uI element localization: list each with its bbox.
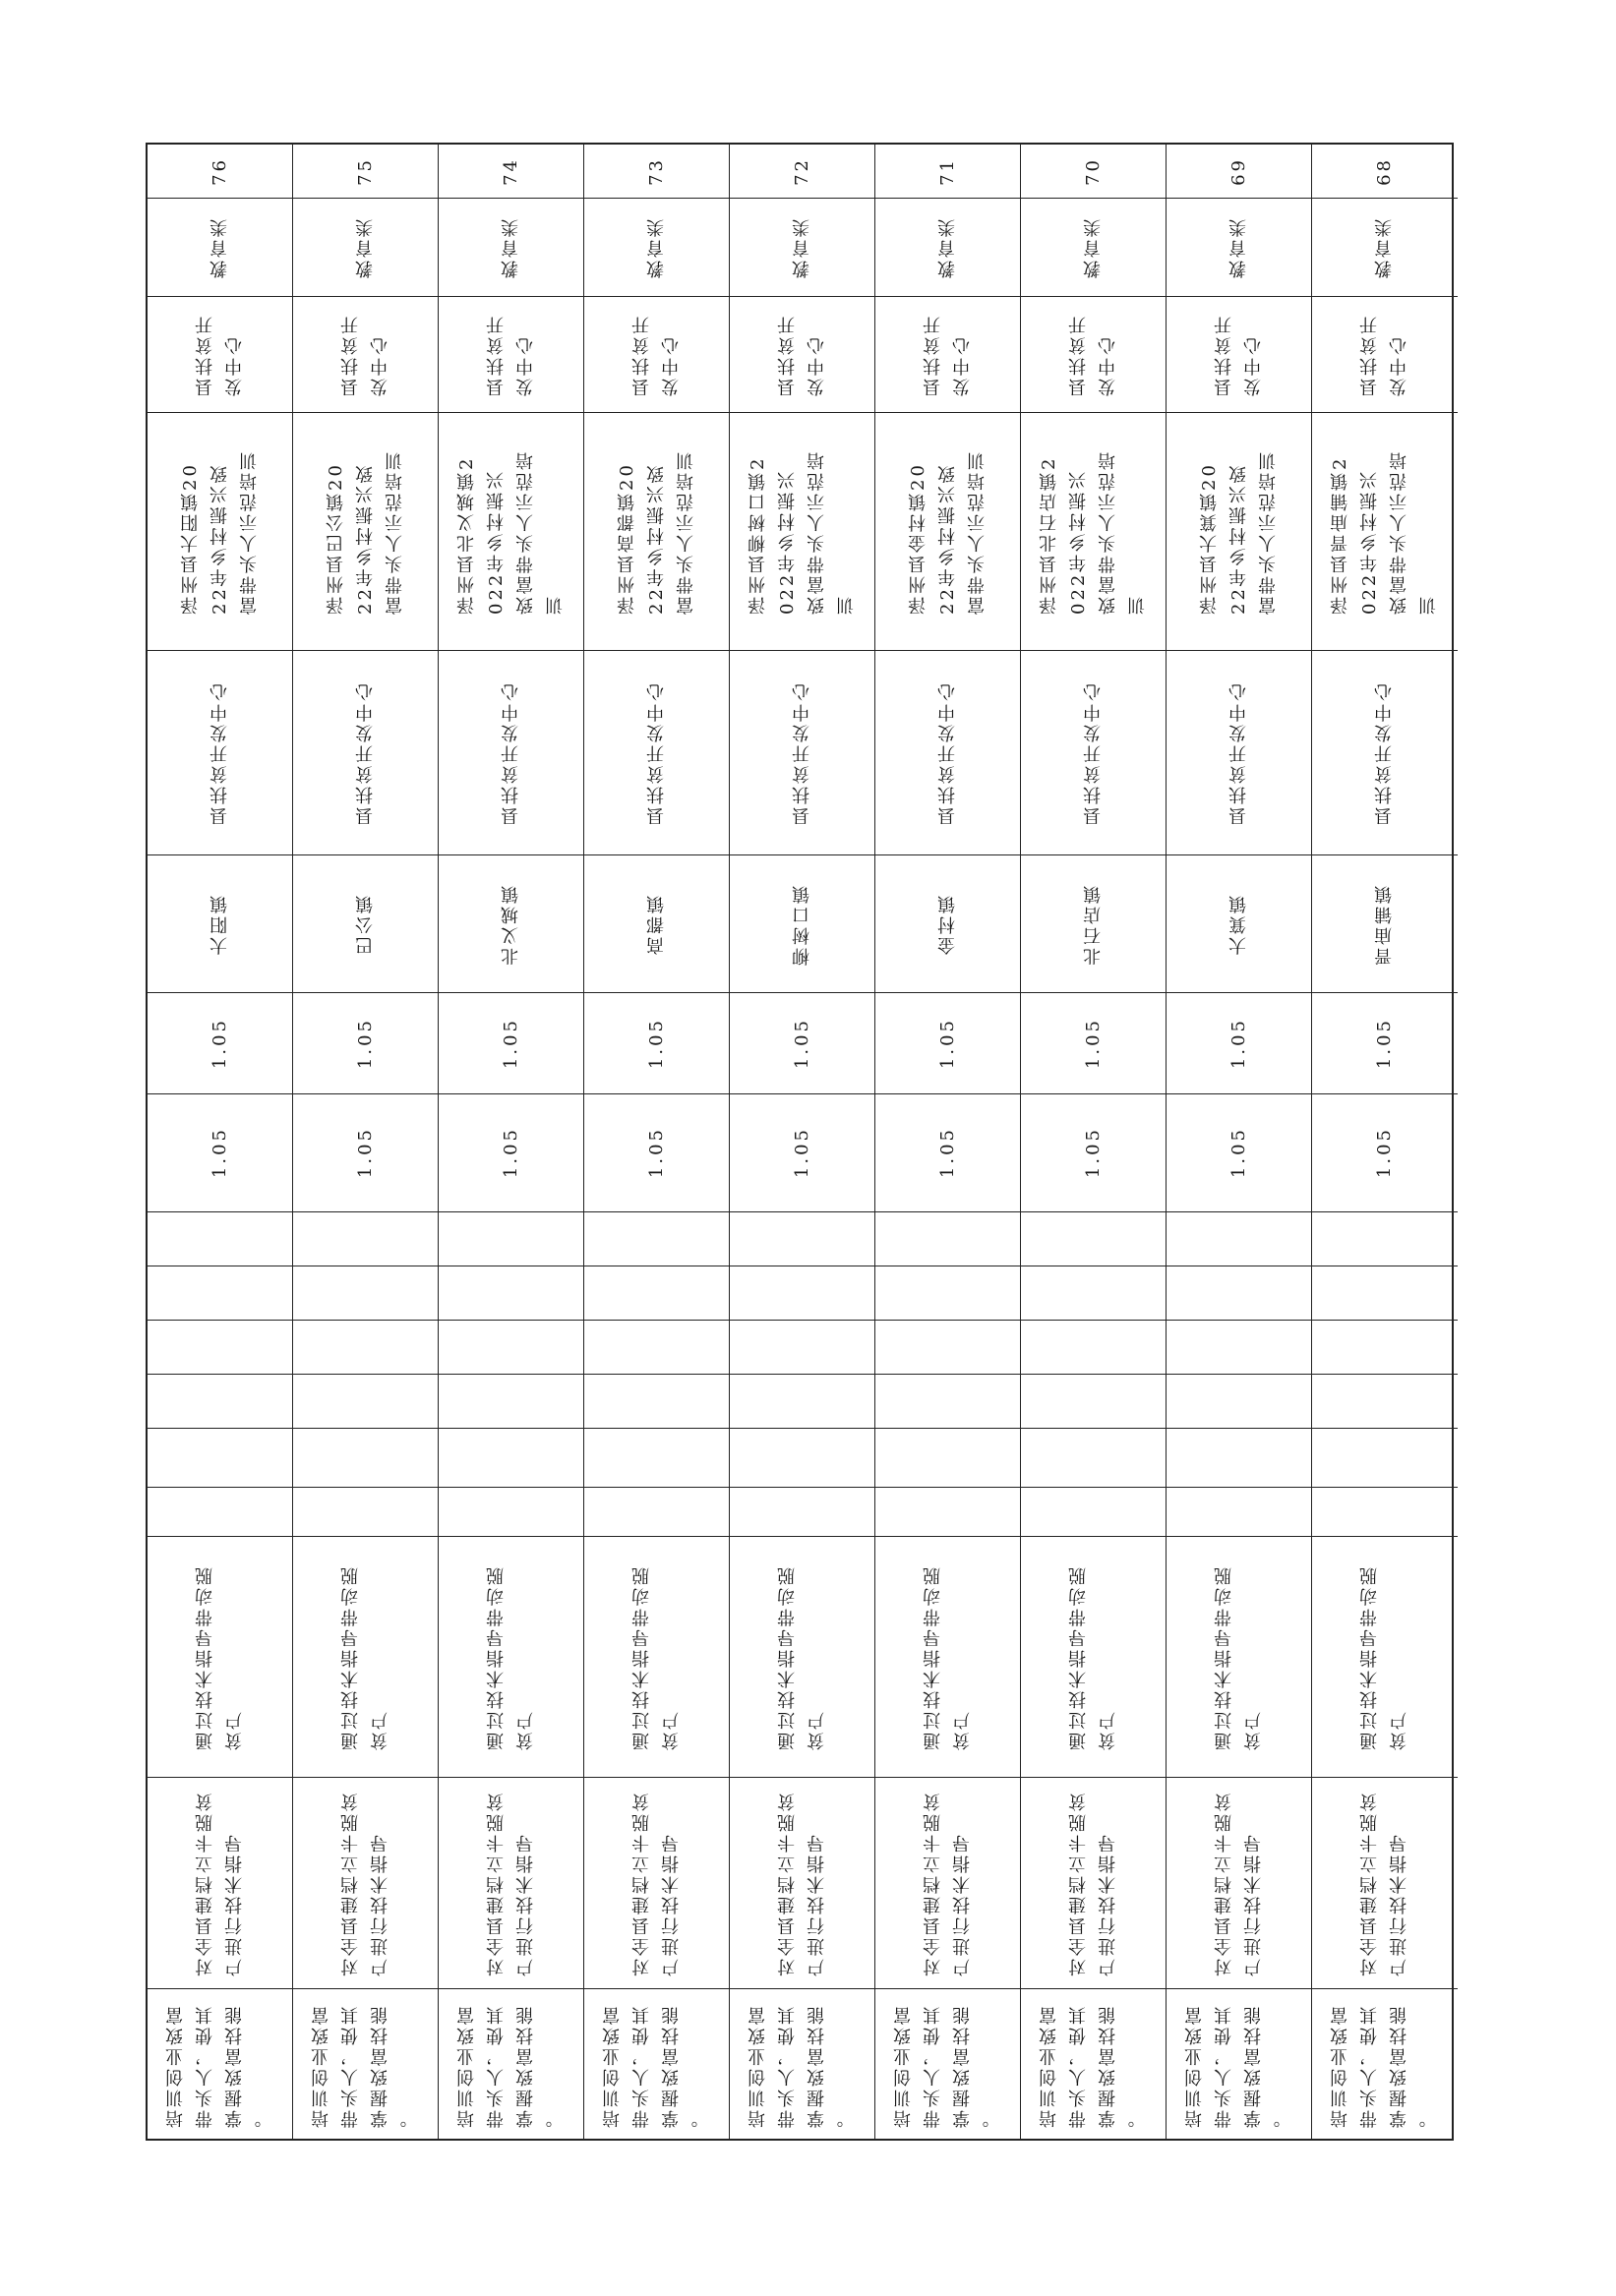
cell-total — [439, 993, 583, 1094]
cell-category — [1167, 199, 1311, 297]
cell-text-total: 1.05 — [354, 1017, 376, 1070]
cell-empty — [439, 1212, 583, 1266]
cell-text-content: 对全县建档立卡脱贫 户进行技术指导 — [922, 1790, 973, 1976]
cell-benefit — [439, 1537, 583, 1778]
cell-content — [148, 1778, 292, 1989]
cell-text-content: 对全县建档立卡脱贫 户进行技术指导 — [776, 1790, 827, 1976]
cell-text-content: 对全县建档立卡脱贫 户进行技术指导 — [1213, 1790, 1264, 1976]
cell-text-category: 教育类 — [500, 216, 521, 278]
cell-category — [1312, 199, 1458, 297]
cell-total — [730, 993, 874, 1094]
cell-no — [148, 145, 292, 199]
cell-text-goal: 培训创业致富 带头人，使其 掌握致富技能 。 — [1330, 2004, 1439, 2128]
cell-category — [293, 199, 438, 297]
cell-category — [584, 199, 729, 297]
cell-empty — [293, 1212, 438, 1266]
cell-content — [730, 1778, 874, 1989]
cell-text-benefit: 通过技术指导带动脱 贫户 — [1213, 1563, 1264, 1750]
cell-no — [439, 145, 583, 199]
cell-text-benefit: 通过技术指导带动脱 贫户 — [1359, 1563, 1409, 1750]
cell-text-fund: 1.05 — [1374, 1127, 1395, 1179]
cell-project — [1312, 413, 1458, 651]
cell-total — [875, 993, 1020, 1094]
cell-empty — [439, 1266, 583, 1321]
cell-town — [148, 855, 292, 993]
cell-empty — [1021, 1429, 1166, 1488]
cell-text-project: 泽州县柳树口镇2 022年乡村振兴 致富带头人示范培 训 — [747, 448, 857, 615]
cell-empty — [293, 1321, 438, 1375]
cell-text-content: 对全县建档立卡脱贫 户进行技术指导 — [485, 1790, 536, 1976]
cell-text-unit: 县扶贫开 发中心 — [485, 313, 536, 396]
table-row — [148, 145, 293, 2139]
cell-text-unit: 县扶贫开 发中心 — [922, 313, 973, 396]
cell-text-no: 75 — [354, 156, 376, 186]
cell-text-department: 县扶贫开发中心 — [209, 680, 230, 825]
cell-empty — [730, 1375, 874, 1429]
cell-text-no: 72 — [791, 156, 812, 186]
cell-empty — [293, 1429, 438, 1488]
cell-benefit — [1167, 1537, 1311, 1778]
cell-empty — [875, 1212, 1020, 1266]
cell-empty — [1021, 1212, 1166, 1266]
cell-text-project: 泽州县北石店镇2 022年乡村振兴 致富带头人示范培 训 — [1038, 448, 1148, 615]
cell-fund — [584, 1094, 729, 1212]
cell-text-department: 县扶贫开发中心 — [936, 680, 958, 825]
cell-fund — [148, 1094, 292, 1212]
cell-text-project: 泽州县高都镇20 22年乡村振兴致 富带头人示范培训 — [616, 448, 696, 615]
cell-no — [875, 145, 1020, 199]
cell-goal — [730, 1989, 874, 2143]
cell-text-benefit: 通过技术指导带动脱 贫户 — [339, 1563, 390, 1750]
cell-text-project: 泽州县金村镇20 22年乡村振兴致 富带头人示范培训 — [907, 448, 988, 615]
cell-text-department: 县扶贫开发中心 — [500, 680, 521, 825]
cell-text-town: 柳树口镇 — [791, 882, 812, 966]
cell-benefit — [875, 1537, 1020, 1778]
cell-unit — [148, 297, 292, 413]
cell-empty — [1312, 1266, 1458, 1321]
cell-text-category: 教育类 — [936, 216, 958, 278]
cell-empty — [148, 1429, 292, 1488]
cell-text-project: 泽州县大箕镇20 22年乡村振兴致 富带头人示范培训 — [1198, 448, 1279, 615]
cell-town — [439, 855, 583, 993]
cell-text-town: 北石店镇 — [1082, 882, 1104, 966]
cell-text-unit: 县扶贫开 发中心 — [1213, 313, 1264, 396]
cell-text-category: 教育类 — [1227, 216, 1249, 278]
cell-empty — [1167, 1488, 1311, 1537]
cell-town — [1021, 855, 1166, 993]
cell-text-content: 对全县建档立卡脱贫 户进行技术指导 — [1067, 1790, 1118, 1976]
cell-unit — [875, 297, 1020, 413]
cell-fund — [1167, 1094, 1311, 1212]
cell-text-department: 县扶贫开发中心 — [354, 680, 376, 825]
cell-empty — [730, 1429, 874, 1488]
cell-text-unit: 县扶贫开 发中心 — [1359, 313, 1409, 396]
table-row — [584, 145, 730, 2139]
cell-text-department: 县扶贫开发中心 — [1082, 680, 1104, 825]
cell-text-fund: 1.05 — [791, 1127, 812, 1179]
cell-text-content: 对全县建档立卡脱贫 户进行技术指导 — [1359, 1790, 1409, 1976]
table-row — [1021, 145, 1167, 2139]
cell-goal — [1312, 1989, 1458, 2143]
cell-empty — [1312, 1212, 1458, 1266]
cell-text-total: 1.05 — [1227, 1017, 1249, 1070]
cell-category — [1021, 199, 1166, 297]
cell-empty — [1167, 1375, 1311, 1429]
cell-text-town: 晋庙铺镇 — [1374, 882, 1395, 966]
cell-project — [584, 413, 729, 651]
cell-text-total: 1.05 — [936, 1017, 958, 1070]
cell-empty — [148, 1266, 292, 1321]
cell-text-town: 北义城镇 — [500, 882, 521, 966]
cell-text-content: 对全县建档立卡脱贫 户进行技术指导 — [339, 1790, 390, 1976]
cell-text-benefit: 通过技术指导带动脱 贫户 — [485, 1563, 536, 1750]
cell-text-category: 教育类 — [354, 216, 376, 278]
cell-empty — [1167, 1429, 1311, 1488]
cell-text-content: 对全县建档立卡脱贫 户进行技术指导 — [194, 1790, 245, 1976]
cell-text-total: 1.05 — [645, 1017, 667, 1070]
cell-benefit — [293, 1537, 438, 1778]
cell-text-fund: 1.05 — [354, 1127, 376, 1179]
cell-total — [1312, 993, 1458, 1094]
cell-department — [148, 651, 292, 855]
cell-empty — [1021, 1375, 1166, 1429]
cell-text-goal: 培训创业致富 带头人，使其 掌握致富技能 。 — [310, 2004, 420, 2128]
cell-unit — [1021, 297, 1166, 413]
cell-text-goal: 培训创业致富 带头人，使其 掌握致富技能 。 — [1038, 2004, 1148, 2128]
cell-goal — [439, 1989, 583, 2143]
cell-text-department: 县扶贫开发中心 — [791, 680, 812, 825]
cell-text-total: 1.05 — [1082, 1017, 1104, 1070]
cell-empty — [148, 1488, 292, 1537]
table-row — [1312, 145, 1458, 2139]
cell-empty — [439, 1321, 583, 1375]
cell-text-fund: 1.05 — [1082, 1127, 1104, 1179]
cell-text-no: 68 — [1374, 156, 1395, 186]
table-row — [875, 145, 1021, 2139]
cell-text-town: 大箕镇 — [1227, 893, 1249, 955]
cell-goal — [293, 1989, 438, 2143]
cell-text-unit: 县扶贫开 发中心 — [630, 313, 682, 396]
cell-empty — [148, 1212, 292, 1266]
cell-text-department: 县扶贫开发中心 — [1374, 680, 1395, 825]
cell-empty — [1312, 1488, 1458, 1537]
cell-department — [439, 651, 583, 855]
cell-content — [875, 1778, 1020, 1989]
cell-text-goal: 培训创业致富 带头人，使其 掌握致富技能 。 — [164, 2004, 274, 2128]
cell-department — [293, 651, 438, 855]
cell-unit — [439, 297, 583, 413]
cell-no — [293, 145, 438, 199]
cell-content — [1021, 1778, 1166, 1989]
cell-empty — [584, 1266, 729, 1321]
cell-text-benefit: 通过技术指导带动脱 贫户 — [630, 1563, 682, 1750]
cell-benefit — [584, 1537, 729, 1778]
document-table — [146, 143, 1454, 2141]
cell-town — [730, 855, 874, 993]
cell-fund — [875, 1094, 1020, 1212]
cell-town — [293, 855, 438, 993]
cell-no — [584, 145, 729, 199]
cell-text-fund: 1.05 — [500, 1127, 521, 1179]
cell-category — [439, 199, 583, 297]
cell-text-benefit: 通过技术指导带动脱 贫户 — [1067, 1563, 1118, 1750]
cell-text-no: 71 — [936, 156, 958, 186]
cell-text-fund: 1.05 — [1227, 1127, 1249, 1179]
cell-no — [1021, 145, 1166, 199]
cell-content — [439, 1778, 583, 1989]
cell-category — [875, 199, 1020, 297]
cell-empty — [584, 1429, 729, 1488]
cell-benefit — [730, 1537, 874, 1778]
cell-text-goal: 培训创业致富 带头人，使其 掌握致富技能 。 — [455, 2004, 566, 2128]
cell-town — [1167, 855, 1311, 993]
cell-fund — [1021, 1094, 1166, 1212]
cell-text-benefit: 通过技术指导带动脱 贫户 — [194, 1563, 245, 1750]
cell-empty — [730, 1321, 874, 1375]
cell-town — [584, 855, 729, 993]
cell-text-unit: 县扶贫开 发中心 — [776, 313, 827, 396]
cell-empty — [1167, 1212, 1311, 1266]
cell-project — [293, 413, 438, 651]
cell-empty — [875, 1321, 1020, 1375]
cell-text-no: 69 — [1227, 156, 1249, 186]
cell-empty — [1021, 1321, 1166, 1375]
cell-no — [1312, 145, 1458, 199]
cell-category — [148, 199, 292, 297]
cell-text-unit: 县扶贫开 发中心 — [194, 313, 245, 396]
table-row — [1167, 145, 1312, 2139]
cell-text-no: 73 — [645, 156, 667, 186]
cell-total — [1021, 993, 1166, 1094]
cell-empty — [1312, 1429, 1458, 1488]
cell-text-category: 教育类 — [1082, 216, 1104, 278]
cell-empty — [1312, 1375, 1458, 1429]
cell-text-fund: 1.05 — [936, 1127, 958, 1179]
cell-empty — [293, 1266, 438, 1321]
cell-text-town: 巴公镇 — [354, 893, 376, 955]
cell-empty — [584, 1212, 729, 1266]
cell-empty — [730, 1212, 874, 1266]
cell-unit — [584, 297, 729, 413]
cell-empty — [439, 1375, 583, 1429]
cell-text-fund: 1.05 — [645, 1127, 667, 1179]
cell-text-goal: 培训创业致富 带头人，使其 掌握致富技能 。 — [1183, 2004, 1293, 2128]
cell-no — [730, 145, 874, 199]
cell-empty — [148, 1375, 292, 1429]
cell-text-content: 对全县建档立卡脱贫 户进行技术指导 — [630, 1790, 682, 1976]
cell-goal — [1021, 1989, 1166, 2143]
cell-fund — [1312, 1094, 1458, 1212]
cell-goal — [875, 1989, 1020, 2143]
cell-project — [875, 413, 1020, 651]
cell-empty — [293, 1488, 438, 1537]
cell-empty — [584, 1488, 729, 1537]
cell-text-category: 教育类 — [645, 216, 667, 278]
cell-project — [439, 413, 583, 651]
cell-text-project: 泽州县北义城镇2 022年乡村振兴 致富带头人示范培 训 — [455, 448, 566, 615]
cell-fund — [293, 1094, 438, 1212]
cell-empty — [1167, 1321, 1311, 1375]
cell-content — [584, 1778, 729, 1989]
cell-goal — [584, 1989, 729, 2143]
cell-text-goal: 培训创业致富 带头人，使其 掌握致富技能 。 — [892, 2004, 1002, 2128]
cell-department — [730, 651, 874, 855]
cell-town — [1312, 855, 1458, 993]
cell-text-total: 1.05 — [791, 1017, 812, 1070]
cell-empty — [730, 1266, 874, 1321]
cell-text-category: 教育类 — [209, 216, 230, 278]
cell-unit — [293, 297, 438, 413]
cell-project — [1167, 413, 1311, 651]
cell-text-category: 教育类 — [791, 216, 812, 278]
cell-text-total: 1.05 — [1374, 1017, 1395, 1070]
cell-empty — [584, 1375, 729, 1429]
cell-benefit — [1021, 1537, 1166, 1778]
cell-text-town: 金村镇 — [936, 893, 958, 955]
cell-total — [293, 993, 438, 1094]
cell-category — [730, 199, 874, 297]
cell-project — [148, 413, 292, 651]
cell-project — [1021, 413, 1166, 651]
cell-content — [293, 1778, 438, 1989]
cell-empty — [875, 1488, 1020, 1537]
cell-empty — [148, 1321, 292, 1375]
table-row — [439, 145, 584, 2139]
cell-empty — [439, 1488, 583, 1537]
cell-department — [1312, 651, 1458, 855]
cell-department — [584, 651, 729, 855]
cell-benefit — [1312, 1537, 1458, 1778]
cell-fund — [439, 1094, 583, 1212]
cell-empty — [293, 1375, 438, 1429]
cell-empty — [584, 1321, 729, 1375]
cell-empty — [1312, 1321, 1458, 1375]
cell-goal — [148, 1989, 292, 2143]
cell-benefit — [148, 1537, 292, 1778]
table-row — [730, 145, 875, 2139]
cell-text-unit: 县扶贫开 发中心 — [339, 313, 390, 396]
cell-text-no: 70 — [1082, 156, 1104, 186]
cell-department — [1167, 651, 1311, 855]
cell-unit — [730, 297, 874, 413]
cell-empty — [439, 1429, 583, 1488]
cell-empty — [1021, 1266, 1166, 1321]
cell-content — [1312, 1778, 1458, 1989]
cell-text-total: 1.05 — [209, 1017, 230, 1070]
cell-empty — [875, 1429, 1020, 1488]
cell-text-goal: 培训创业致富 带头人，使其 掌握致富技能 。 — [601, 2004, 711, 2128]
cell-total — [584, 993, 729, 1094]
cell-department — [875, 651, 1020, 855]
cell-total — [148, 993, 292, 1094]
cell-text-project: 泽州县晋庙铺镇2 022年乡村振兴 致富带头人示范培 训 — [1330, 448, 1439, 615]
cell-empty — [1021, 1488, 1166, 1537]
cell-text-department: 县扶贫开发中心 — [1227, 680, 1249, 825]
table-row — [293, 145, 439, 2139]
cell-text-total: 1.05 — [500, 1017, 521, 1070]
cell-text-town: 大阳镇 — [209, 893, 230, 955]
cell-empty — [875, 1375, 1020, 1429]
cell-text-town: 高都镇 — [645, 893, 667, 955]
cell-total — [1167, 993, 1311, 1094]
cell-empty — [1167, 1266, 1311, 1321]
cell-no — [1167, 145, 1311, 199]
cell-content — [1167, 1778, 1311, 1989]
cell-text-goal: 培训创业致富 带头人，使其 掌握致富技能 。 — [747, 2004, 857, 2128]
cell-text-benefit: 通过技术指导带动脱 贫户 — [922, 1563, 973, 1750]
cell-empty — [730, 1488, 874, 1537]
cell-text-department: 县扶贫开发中心 — [645, 680, 667, 825]
cell-goal — [1167, 1989, 1311, 2143]
cell-department — [1021, 651, 1166, 855]
cell-text-no: 76 — [209, 156, 230, 186]
cell-text-no: 74 — [500, 156, 521, 186]
cell-empty — [875, 1266, 1020, 1321]
cell-text-benefit: 通过技术指导带动脱 贫户 — [776, 1563, 827, 1750]
cell-project — [730, 413, 874, 651]
cell-text-category: 教育类 — [1374, 216, 1395, 278]
cell-text-fund: 1.05 — [209, 1127, 230, 1179]
cell-town — [875, 855, 1020, 993]
cell-text-unit: 县扶贫开 发中心 — [1067, 313, 1118, 396]
cell-fund — [730, 1094, 874, 1212]
cell-unit — [1167, 297, 1311, 413]
cell-text-project: 泽州县大阳镇20 22年乡村振兴致 富带头人示范培训 — [179, 448, 260, 615]
cell-text-project: 泽州县巴公镇20 22年乡村振兴致 富带头人示范培训 — [325, 448, 405, 615]
cell-unit — [1312, 297, 1458, 413]
